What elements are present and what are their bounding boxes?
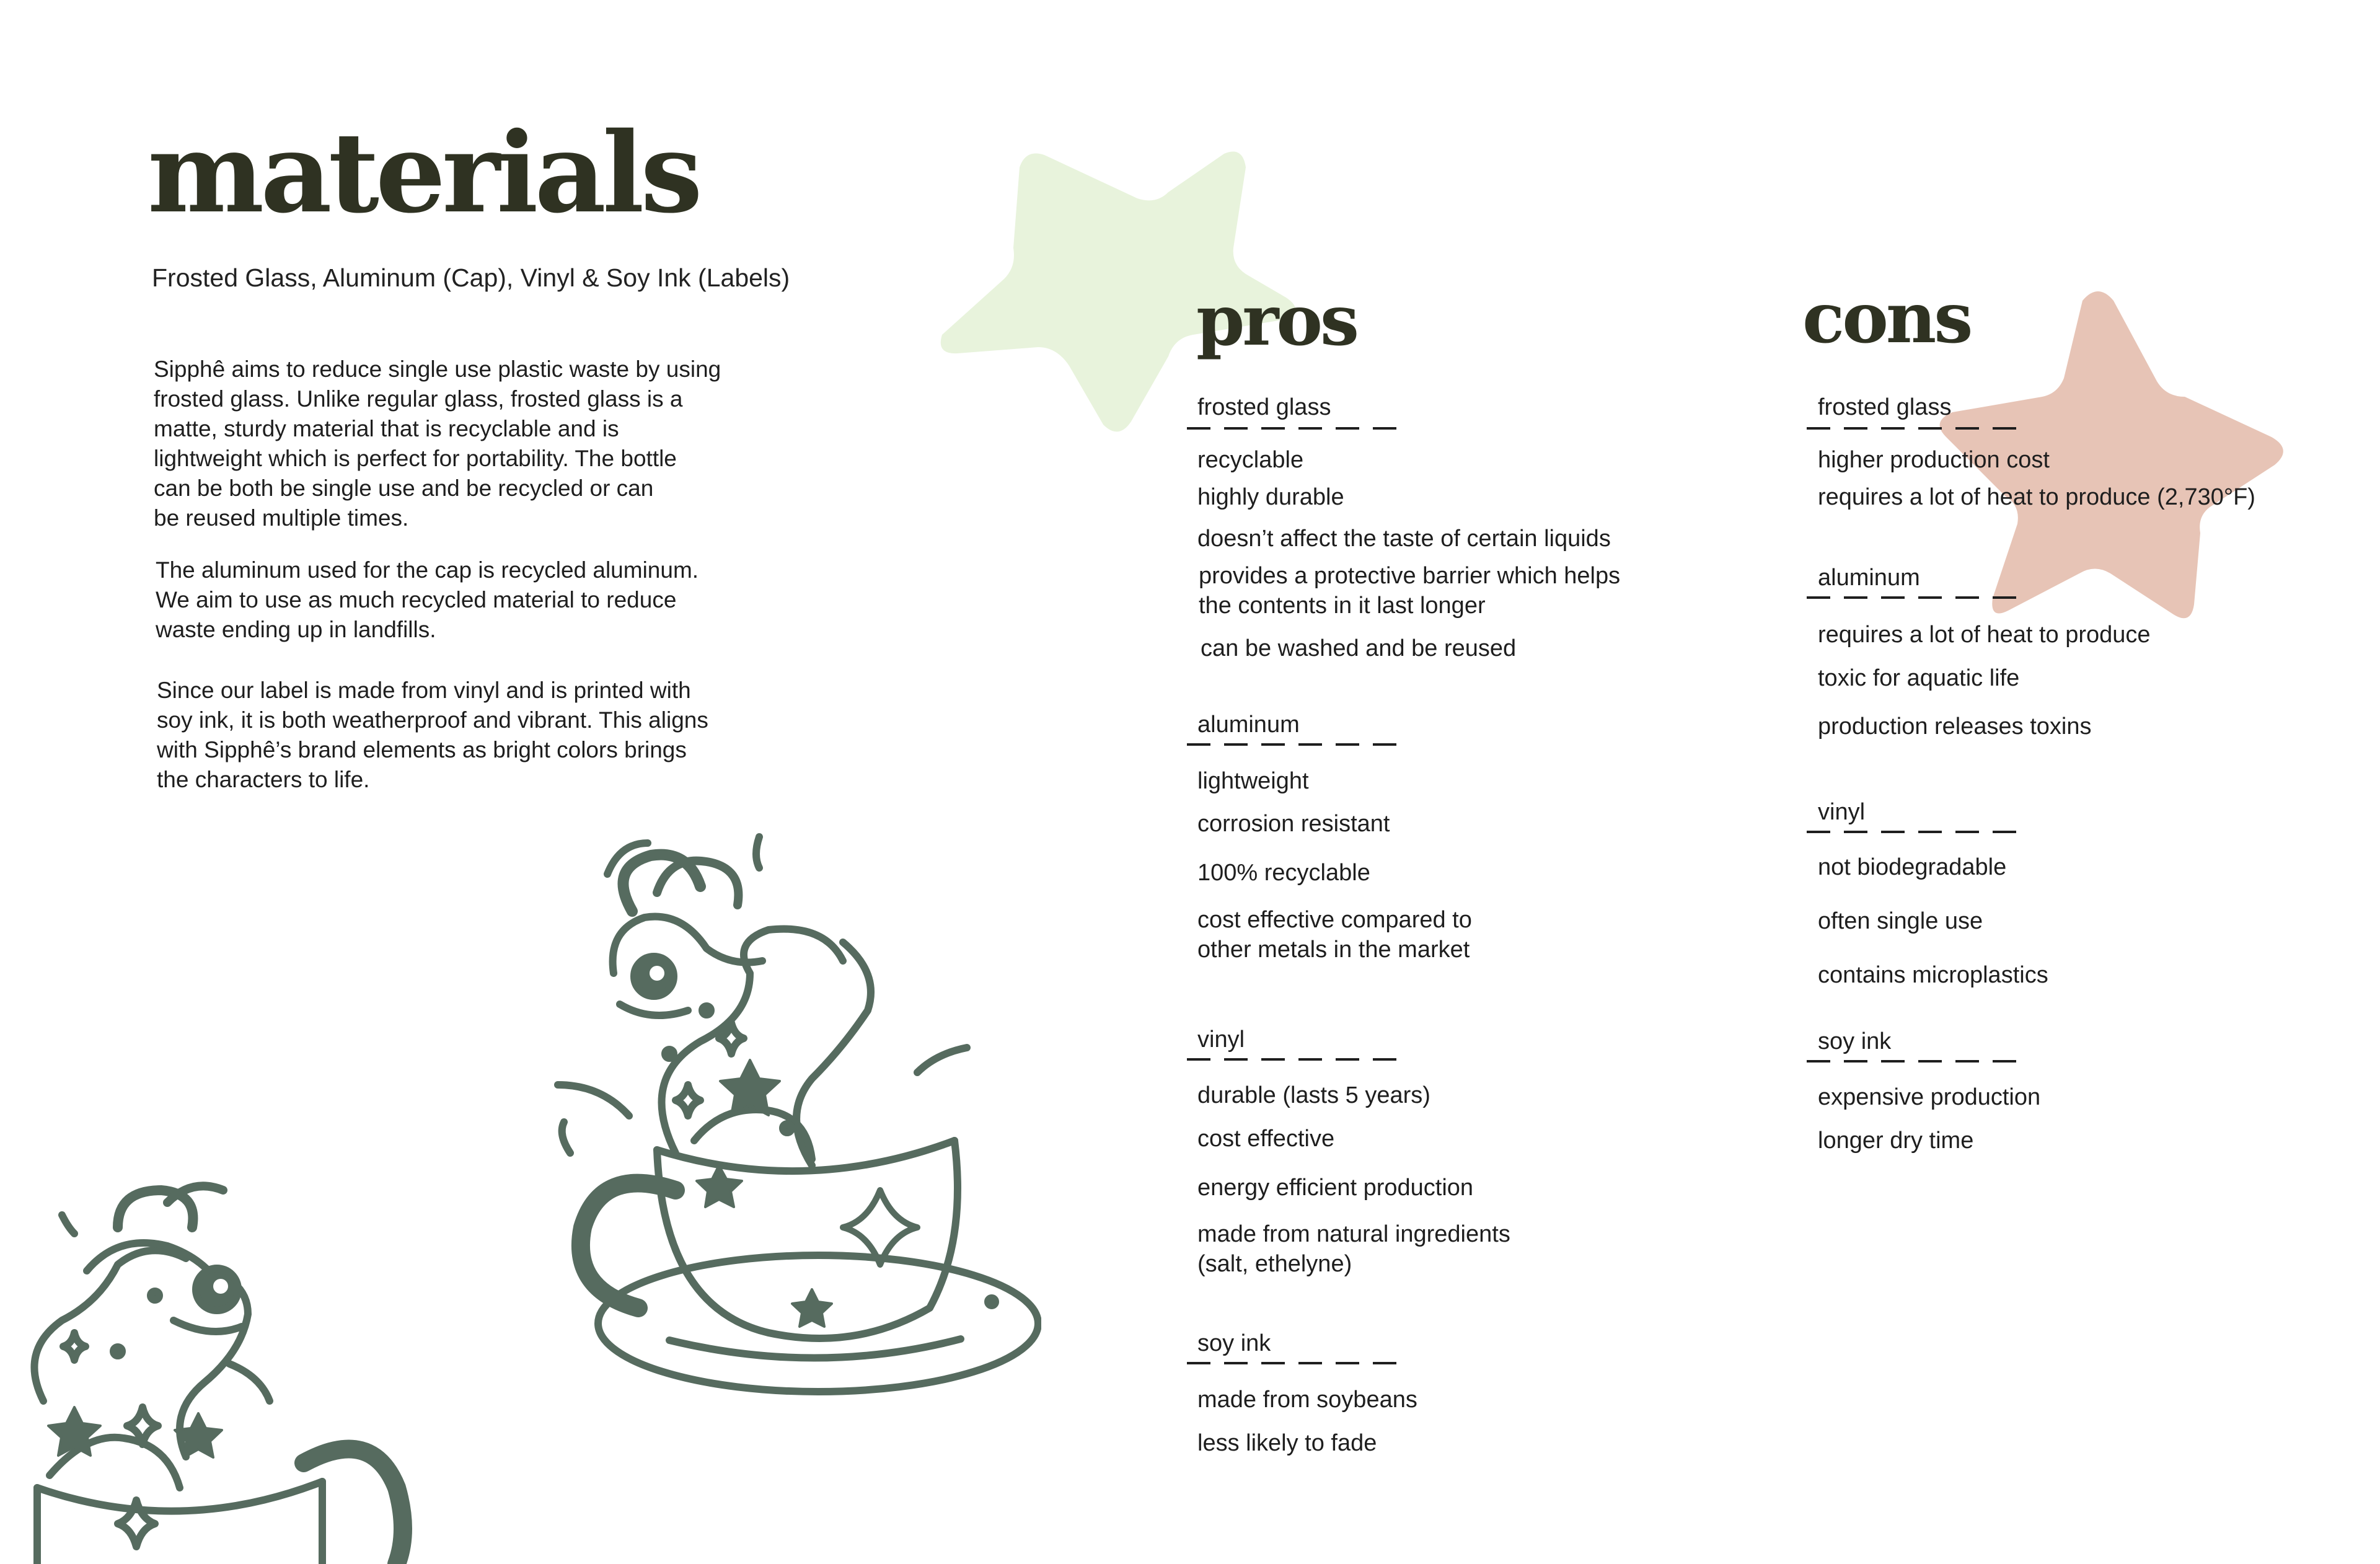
cons-section-label: frosted glass — [1818, 394, 1952, 420]
pros-item: cost effective — [1197, 1126, 1335, 1152]
cons-item: longer dry time — [1818, 1128, 1974, 1154]
pros-item: can be washed and be reused — [1201, 635, 1517, 661]
paragraph-aluminum: The aluminum used for the cap is recycled aluminum. We aim to use as much recycled material to reduce waste ending up in landfills. — [156, 557, 699, 642]
paragraph-glass: Sipphê aims to reduce single use plastic waste by using frosted glass. Unlike regular glass, frosted glass is a matte, sturdy material that is recyclable and is lightweight which is perfect for portability. The bottle can be both be single use and be recycled or can be reused multiple times. — [154, 356, 721, 531]
pros-item: less likely to fade — [1197, 1430, 1377, 1456]
dashed-underline — [1807, 426, 2011, 430]
pros-section-label: soy ink — [1197, 1330, 1271, 1356]
cons-item: production releases toxins — [1818, 714, 2092, 740]
cons-item: expensive production — [1818, 1084, 2041, 1110]
pros-section-label: aluminum — [1197, 712, 1300, 738]
pros-item: energy efficient production — [1197, 1175, 1474, 1201]
pros-item: doesn’t affect the taste of certain liquids — [1197, 526, 1611, 552]
dashed-underline — [1187, 1058, 1391, 1061]
pros-item: made from soybeans — [1197, 1387, 1417, 1413]
pros-section-label: vinyl — [1197, 1027, 1245, 1053]
teacup-dragon-partial-illustration — [25, 1165, 421, 1564]
pros-item: cost effective compared to other metals in the market — [1197, 907, 1472, 963]
cons-item: requires a lot of heat to produce (2,730°F) — [1818, 484, 2255, 510]
cons-section-label: soy ink — [1818, 1028, 1892, 1054]
pros-item: made from natural ingredients (salt, ethelyne) — [1197, 1221, 1510, 1277]
cons-item: often single use — [1818, 908, 1983, 934]
pros-item: durable (lasts 5 years) — [1197, 1082, 1430, 1108]
cons-section-label: vinyl — [1818, 799, 1866, 825]
cons-item: contains microplastics — [1818, 962, 2048, 988]
pros-item: 100% recyclable — [1197, 860, 1370, 886]
cons-section-label: aluminum — [1818, 565, 1920, 591]
dashed-underline — [1187, 426, 1391, 430]
dashed-underline — [1187, 1361, 1391, 1365]
pros-section-label: frosted glass — [1197, 394, 1331, 420]
pros-item: highly durable — [1197, 484, 1344, 510]
dashed-underline — [1807, 596, 2011, 599]
dashed-underline — [1807, 1059, 2011, 1063]
cons-item: requires a lot of heat to produce — [1818, 622, 2151, 648]
cons-item: higher production cost — [1818, 447, 2050, 473]
pros-item: corrosion resistant — [1197, 811, 1390, 837]
teacup-dragon-illustration — [545, 818, 1041, 1413]
dashed-underline — [1187, 743, 1391, 746]
cons-item: not biodegradable — [1818, 854, 2007, 880]
pros-item: provides a protective barrier which helps the contents in it last longer — [1199, 563, 1621, 619]
cons-heading: cons — [1802, 278, 1971, 359]
paragraph-label: Since our label is made from vinyl and is printed with soy ink, it is both weatherproof and vibrant. This aligns with Sipphê’s brand elements as bright colors brings the characters to life. — [157, 678, 708, 792]
cons-item: toxic for aquatic life — [1818, 665, 2020, 691]
materials-subtitle: Frosted Glass, Aluminum (Cap), Vinyl & Soy Ink (Labels) — [152, 263, 790, 292]
pros-item: recyclable — [1197, 447, 1304, 473]
pros-item: lightweight — [1197, 768, 1309, 794]
pros-heading: pros — [1196, 280, 1357, 361]
page-title: materials — [148, 108, 699, 237]
dashed-underline — [1807, 830, 2011, 834]
